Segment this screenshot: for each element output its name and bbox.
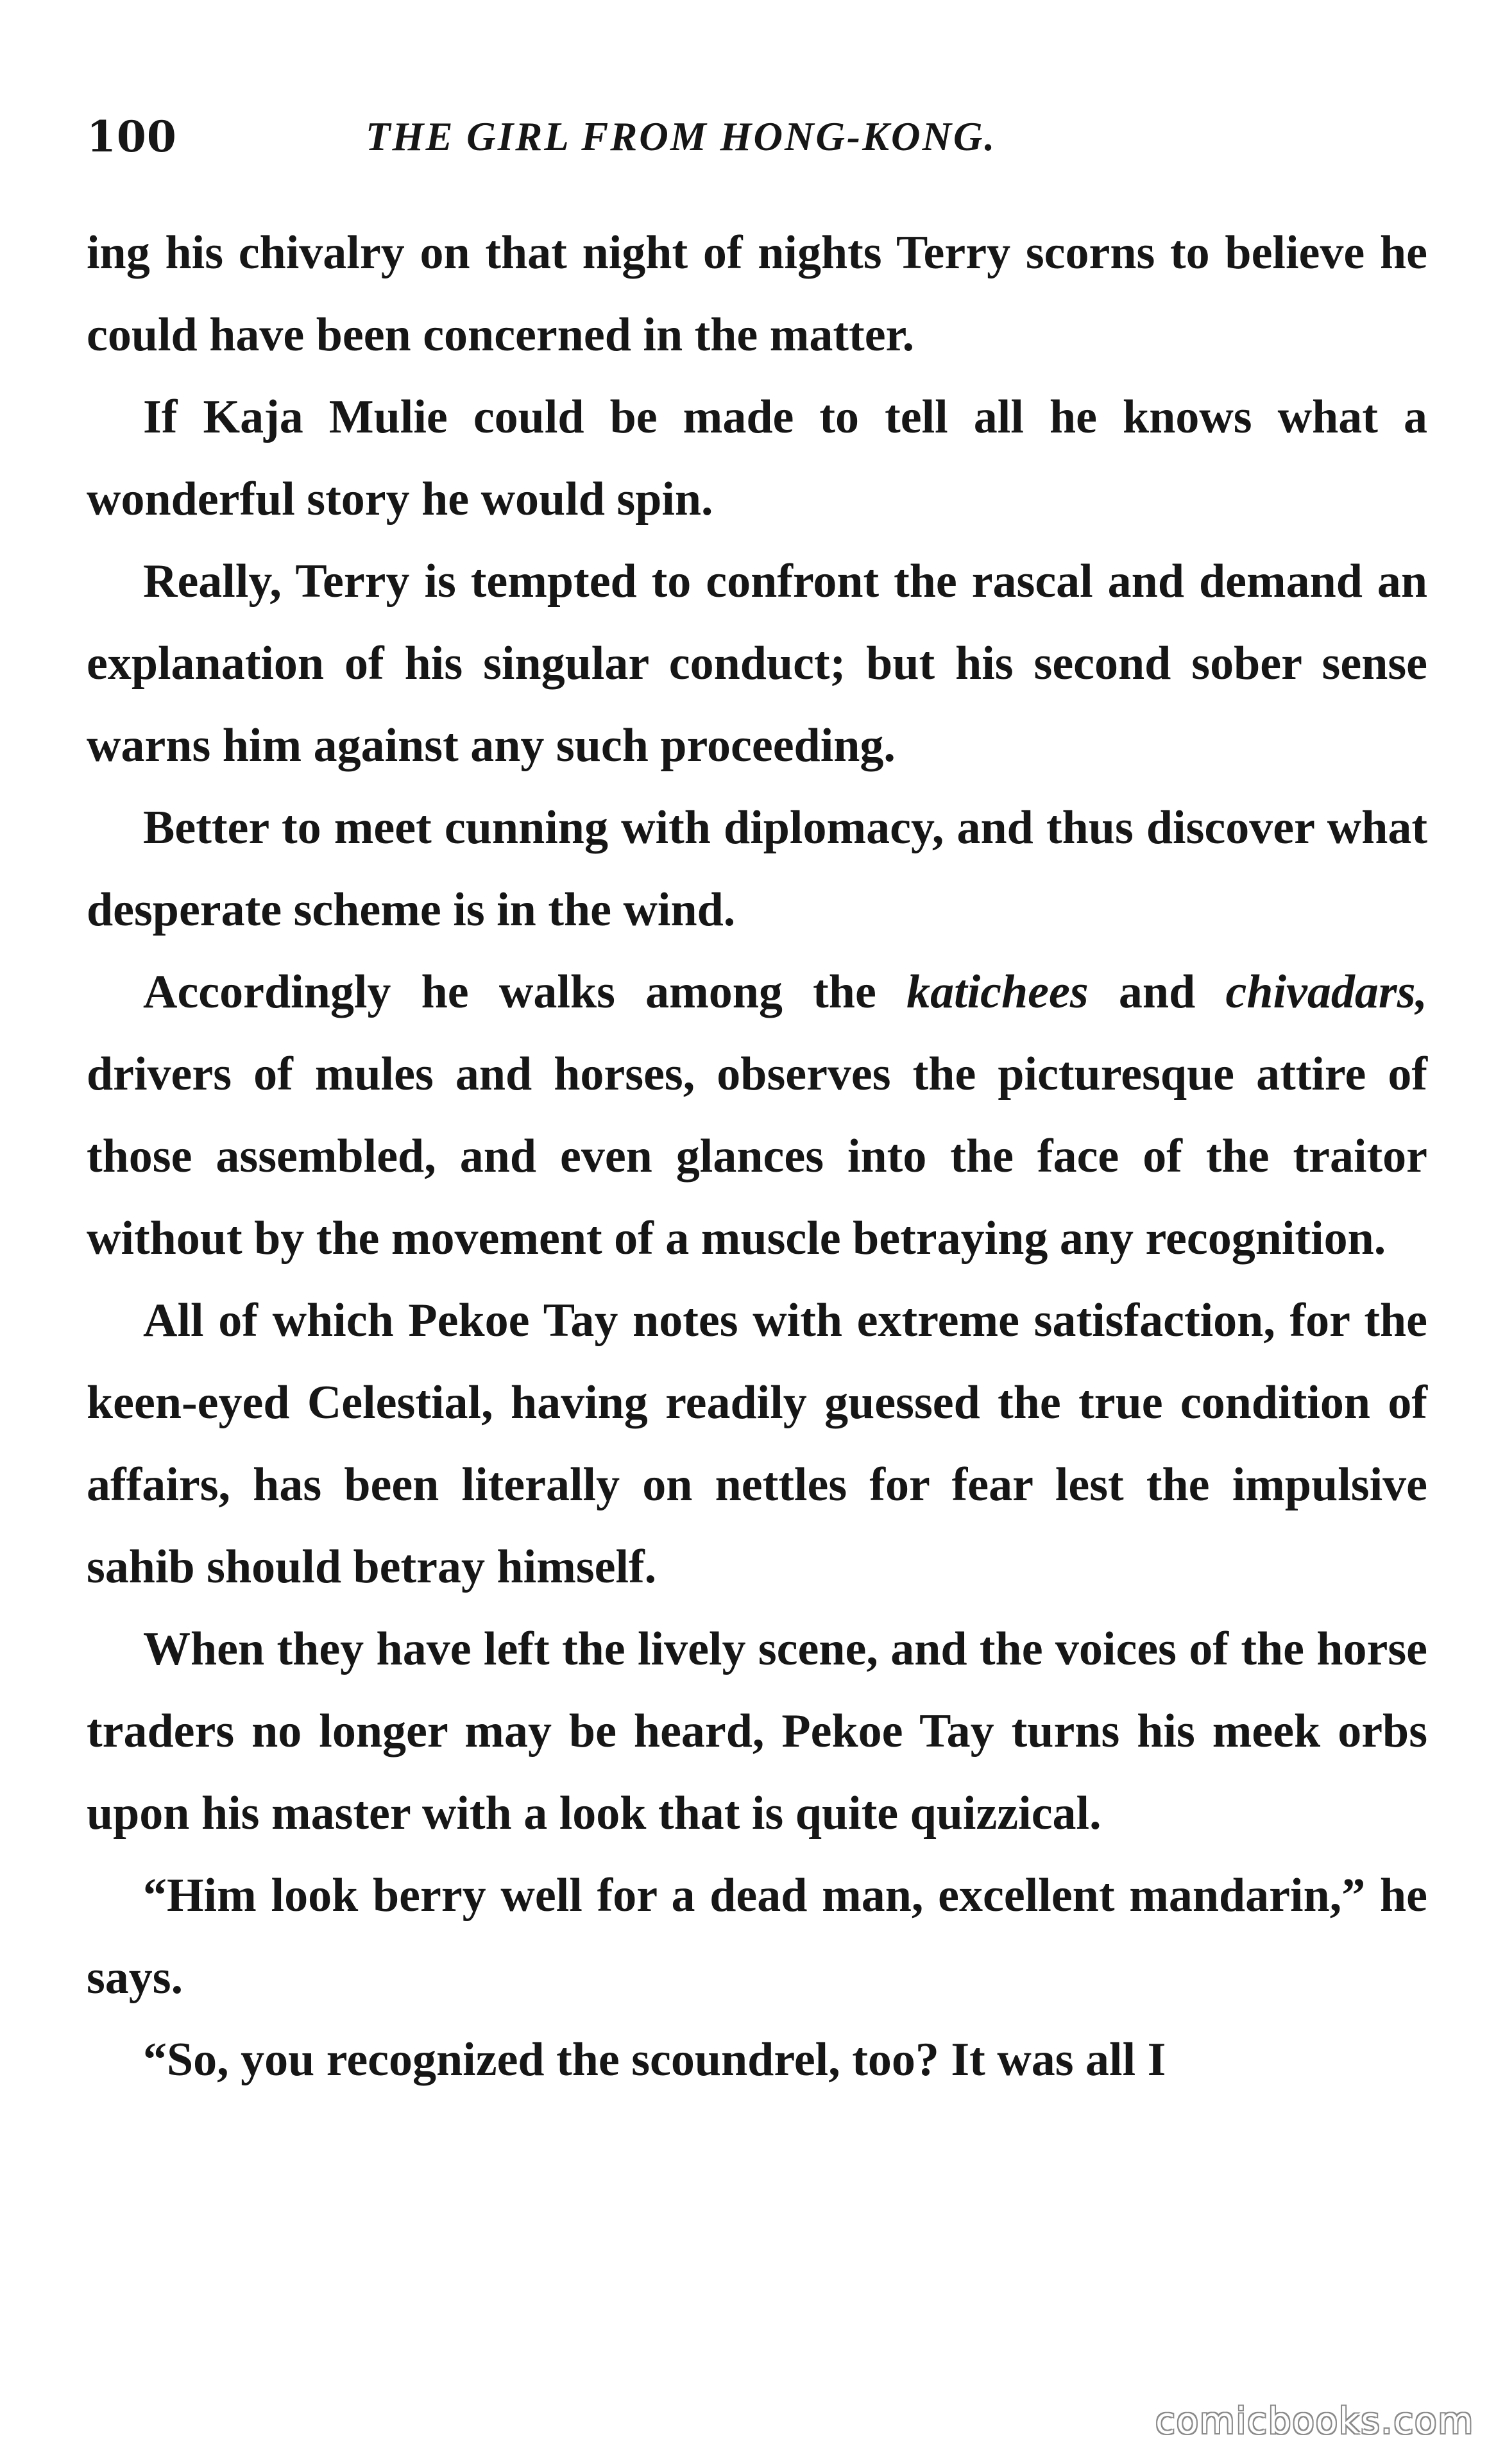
paragraph-terry-tempted: Really, Terry is tempted to confront the rascal and demand an explanation of his singular conduct; but his second sober sense warns him against any such proceeding. [87,555,1427,772]
paragraph-accordingly [87,951,1427,1279]
page-number: 100 [87,112,177,162]
paragraph-continuation: ing his chivalry on that night of nights Terry scorns to believe he could have been concerned in the matter. [87,227,1427,361]
paragraph-dead-man-quote: “Him look berry well for a dead man, excellent mandarin,” he says. [87,1869,1427,2004]
paragraph-accordingly-before: Accordingly he walks among the [143,966,907,1018]
source-watermark: comicbooks.com [1155,2400,1474,2442]
paragraph-kaja-mulie: If Kaja Mulie could be made to tell all he knows what a wonderful story he would spin. [87,391,1427,526]
paragraph-left-scene: When they have left the lively scene, and the voices of the horse traders no longer may be heard, Pekoe Tay turns his meek orbs upon his master with a look that is quite quizzical. [87,1623,1427,1840]
running-head: THE GIRL FROM HONG-KONG. [366,114,997,159]
page-body [87,212,1427,2101]
paragraph-pekoe-tay-notes: All of which Pekoe Tay notes with extreme satisfaction, for the keen-eyed Celestial, having readily guessed the true condition of affairs, has been literally on nettles for fear lest the impulsive sahib should betray himself. [87,1294,1427,1593]
paragraph-recognized-quote: “So, you recognized the scoundrel, too? It was all I [143,2033,1166,2086]
paragraph-accordingly-after: drivers of mules and horses, observes the picturesque attire of those assembled, and even glances into the face of the traitor without by the movement of a muscle betraying any recognition. [87,1048,1427,1265]
italic-term-katichees: katichees [906,966,1089,1018]
paragraph-diplomacy: Better to meet cunning with diplomacy, and thus discover what desperate scheme is in the wind. [87,801,1427,936]
paragraph-accordingly-middle: and [1088,966,1226,1018]
page-header [87,112,1434,186]
italic-term-chivadars: chivadars, [1225,966,1427,1018]
